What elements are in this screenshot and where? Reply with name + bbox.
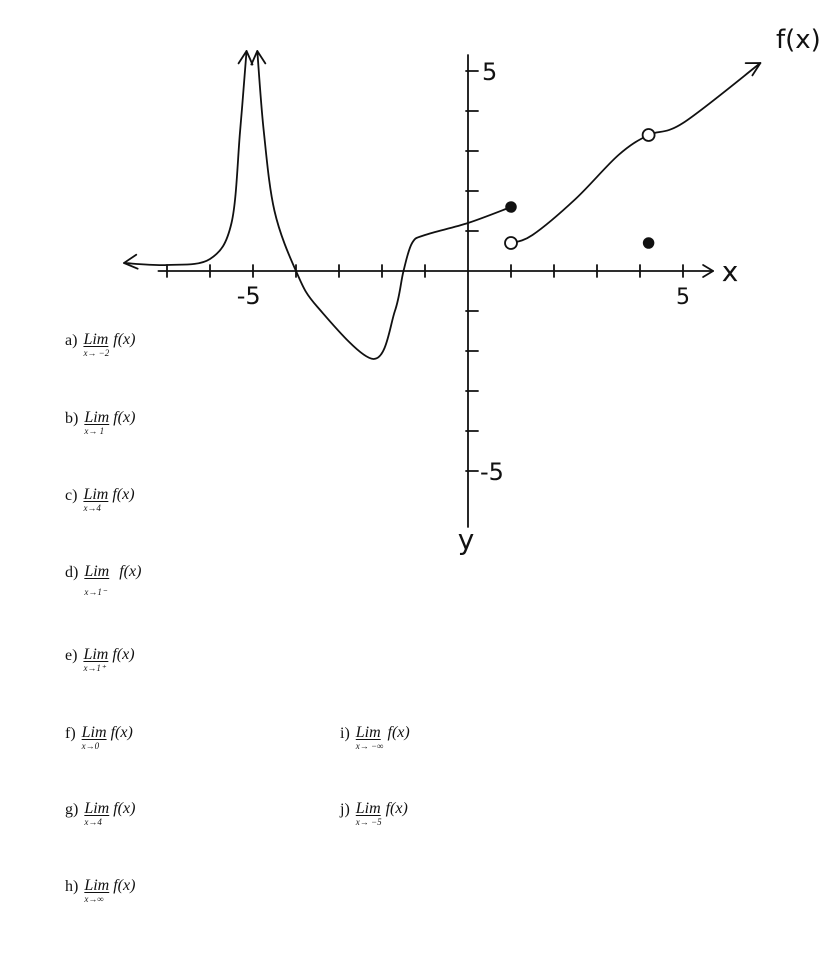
function-label: f(x) xyxy=(776,25,821,55)
function-expression: f(x) xyxy=(113,331,136,348)
question-letter: e) xyxy=(65,647,78,664)
axis-labels xyxy=(237,25,821,556)
function-expression: f(x) xyxy=(112,486,135,503)
limit-word: Lim xyxy=(84,800,110,817)
limit-notation xyxy=(84,801,109,827)
question-letter: a) xyxy=(65,332,78,349)
points xyxy=(505,129,655,249)
limit-word: Lim xyxy=(355,800,381,817)
question-d xyxy=(65,564,141,597)
limit-word: Lim xyxy=(81,724,107,741)
limit-notation xyxy=(82,725,107,751)
question-i xyxy=(340,725,410,751)
question-letter: h) xyxy=(65,878,79,895)
function-expression: f(x) xyxy=(113,800,136,817)
question-letter: j) xyxy=(340,801,350,818)
open-point xyxy=(505,237,517,249)
limit-word: Lim xyxy=(355,724,381,741)
curve-piece-1 xyxy=(124,51,247,265)
question-a xyxy=(65,332,135,358)
curve-piece-2 xyxy=(257,51,511,359)
limit-notation xyxy=(84,878,109,904)
closed-point xyxy=(644,238,654,248)
limit-word: Lim xyxy=(83,646,109,663)
question-letter: c) xyxy=(65,487,78,504)
limit-word: Lim xyxy=(84,563,110,580)
limit-notation xyxy=(84,410,109,436)
question-letter: b) xyxy=(65,410,79,427)
limit-notation xyxy=(356,801,382,827)
y-axis-label: y xyxy=(457,523,475,556)
limit-notation xyxy=(83,487,108,513)
limit-word: Lim xyxy=(83,486,109,503)
limit-notation xyxy=(84,564,109,597)
limit-subscript: x→4 xyxy=(84,817,102,827)
function-expression: f(x) xyxy=(385,800,408,817)
question-c xyxy=(65,487,135,513)
limit-notation xyxy=(83,647,108,673)
closed-point xyxy=(506,202,516,212)
limit-subscript: x→ 1 xyxy=(84,426,105,436)
question-letter: d) xyxy=(65,564,79,581)
limit-subscript: x→∞ xyxy=(84,894,104,904)
function-expression: f(x) xyxy=(387,724,410,741)
function-expression: f(x) xyxy=(113,409,136,426)
question-h xyxy=(65,878,135,904)
question-b xyxy=(65,410,135,436)
question-e xyxy=(65,647,135,673)
x-tick-label: -5 xyxy=(236,282,261,310)
y-tick-label: 5 xyxy=(482,58,498,86)
curve-piece-3 xyxy=(511,63,760,243)
open-point xyxy=(643,129,655,141)
curves xyxy=(124,51,760,359)
function-expression: f(x) xyxy=(110,724,133,741)
y-tick-label: -5 xyxy=(480,458,504,486)
limit-subscript: x→1⁺ xyxy=(83,663,106,673)
limit-word: Lim xyxy=(83,331,109,348)
function-expression: f(x) xyxy=(112,646,135,663)
function-expression: f(x) xyxy=(119,563,142,580)
limit-word: Lim xyxy=(84,409,110,426)
x-axis-label: x xyxy=(721,255,739,288)
limit-subscript: x→ −2 xyxy=(83,348,110,358)
question-f xyxy=(65,725,133,751)
question-letter: f) xyxy=(65,725,76,742)
limit-word: Lim xyxy=(84,877,110,894)
limit-subscript: x→ −∞ xyxy=(355,741,384,751)
question-letter: i) xyxy=(340,725,350,742)
limit-subscript: x→0 xyxy=(81,741,100,751)
left-end-arrow xyxy=(124,255,138,269)
question-g xyxy=(65,801,135,827)
limit-subscript: x→ −5 xyxy=(355,817,382,827)
limit-subscript: x→1⁻ xyxy=(84,587,107,597)
limit-notation xyxy=(356,725,384,751)
question-letter: g) xyxy=(65,801,79,818)
question-j xyxy=(340,801,408,827)
function-expression: f(x) xyxy=(113,877,136,894)
limit-subscript: x→4 xyxy=(83,503,101,513)
x-tick-label: 5 xyxy=(676,285,690,310)
limit-notation xyxy=(83,332,109,358)
